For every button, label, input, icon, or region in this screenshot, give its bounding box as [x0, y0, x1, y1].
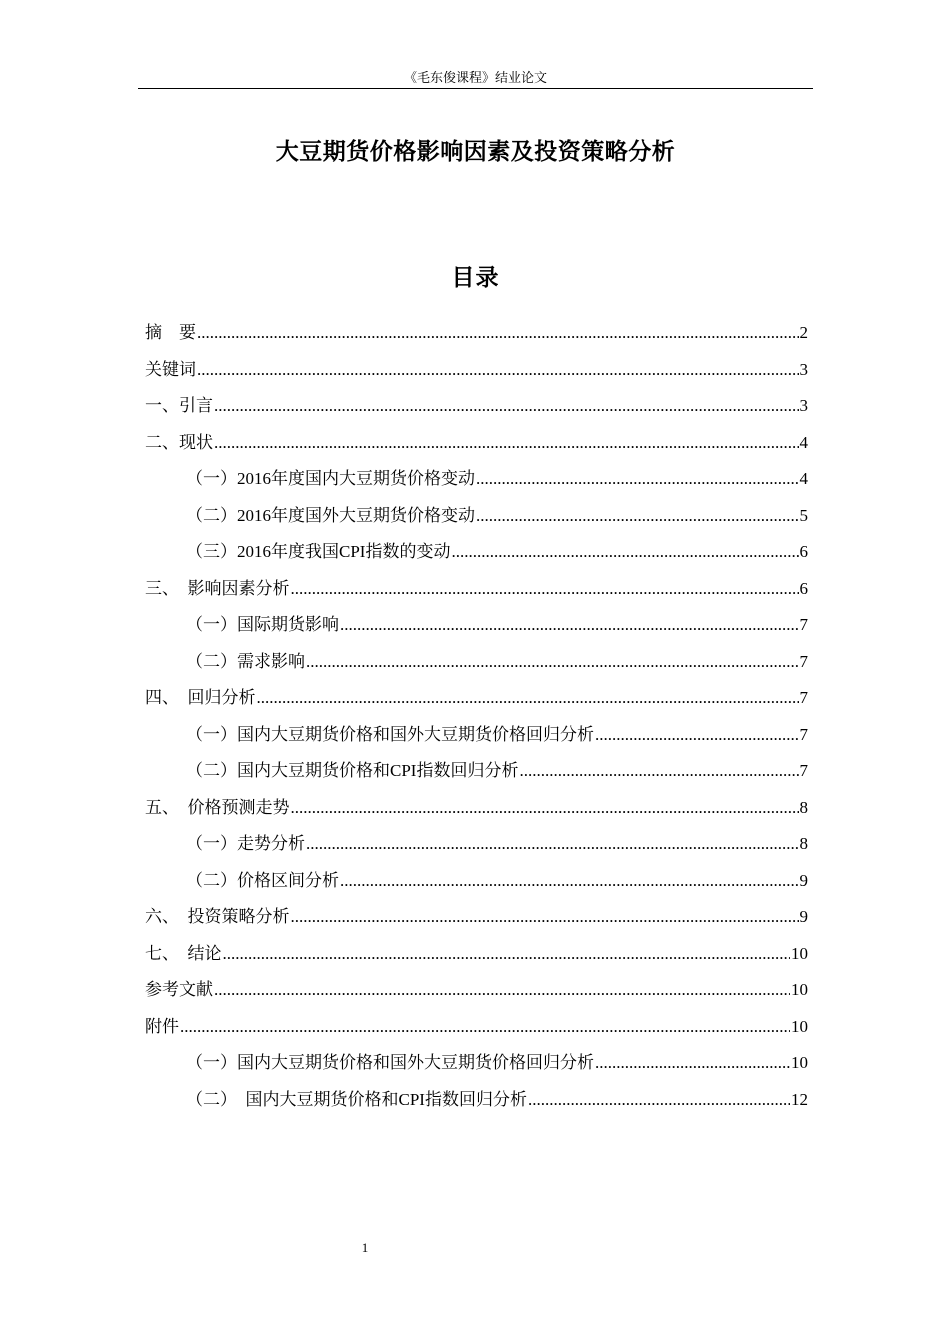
toc-entry-label: （一）国内大豆期货价格和国外大豆期货价格回归分析 — [186, 724, 594, 744]
toc-entry-page: 9 — [799, 907, 808, 926]
toc-dot-leader — [306, 826, 799, 862]
toc-dot-leader — [595, 1045, 790, 1081]
toc-entry[interactable] — [145, 352, 808, 389]
toc-dot-leader — [451, 534, 798, 570]
toc-entry[interactable] — [145, 1045, 808, 1082]
running-header: 《毛东俊课程》结业论文 — [403, 70, 547, 85]
toc-entry-label: 四、 回归分析 — [145, 688, 256, 707]
toc-entry-page: 7 — [799, 615, 808, 634]
toc-entry-label: 参考文献 — [145, 980, 213, 999]
toc-entry-page: 8 — [799, 834, 808, 853]
toc-dot-leader — [214, 972, 790, 1008]
toc-dot-leader — [197, 352, 799, 388]
toc-entry-label: （一）2016年度国内大豆期货价格变动 — [186, 469, 475, 488]
toc-entry-page: 9 — [799, 870, 808, 890]
toc-entry[interactable] — [145, 972, 808, 1009]
toc-entry[interactable] — [145, 498, 808, 535]
toc-dot-leader — [214, 388, 799, 424]
toc-dot-leader — [180, 1009, 790, 1045]
toc-entry-page: 7 — [799, 724, 808, 744]
toc-dot-leader — [340, 863, 799, 899]
toc-dot-leader — [223, 936, 791, 972]
toc-entry-page: 3 — [799, 359, 808, 379]
toc-entry-label: 附件 — [145, 1016, 179, 1036]
toc-entry[interactable] — [145, 680, 808, 717]
toc-entry[interactable] — [145, 1082, 808, 1119]
toc-entry[interactable] — [145, 644, 808, 681]
toc-dot-leader — [291, 571, 799, 607]
toc-entry[interactable] — [145, 790, 808, 827]
toc-entry-page: 7 — [799, 688, 808, 707]
toc-entry[interactable] — [145, 936, 808, 973]
toc-entry-label: 关键词 — [145, 359, 196, 379]
toc-entry[interactable] — [145, 863, 808, 900]
toc-entry-page: 4 — [799, 469, 808, 488]
toc-entry[interactable] — [145, 571, 808, 608]
toc-entry-label: （一）国内大豆期货价格和国外大豆期货价格回归分析 — [186, 1053, 594, 1072]
toc-entry[interactable] — [145, 461, 808, 498]
page-number: 1 — [361, 1240, 369, 1255]
toc-dot-leader — [291, 790, 799, 826]
table-of-contents — [145, 315, 808, 1118]
toc-entry-label: （二）国内大豆期货价格和CPI指数回归分析 — [186, 761, 519, 780]
toc-entry[interactable] — [145, 899, 808, 936]
toc-dot-leader — [340, 607, 799, 643]
toc-entry-label: 二、现状 — [145, 432, 213, 452]
toc-entry[interactable] — [145, 826, 808, 863]
toc-dot-leader — [528, 1082, 790, 1118]
toc-entry-page: 6 — [799, 542, 808, 561]
toc-entry[interactable] — [145, 717, 808, 754]
toc-dot-leader — [214, 425, 799, 461]
toc-entry-page: 4 — [799, 432, 808, 452]
toc-dot-leader — [291, 899, 799, 935]
document-title: 大豆期货价格影响因素及投资策略分析 — [275, 139, 676, 164]
toc-entry[interactable] — [145, 753, 808, 790]
toc-entry-page: 7 — [799, 651, 808, 671]
toc-entry-label: （三）2016年度我国CPI指数的变动 — [186, 542, 451, 561]
toc-entry[interactable] — [145, 315, 808, 352]
toc-dot-leader — [595, 717, 799, 753]
toc-entry-label: （二）价格区间分析 — [186, 870, 339, 890]
toc-entry-page: 8 — [799, 797, 808, 817]
toc-entry[interactable] — [145, 388, 808, 425]
toc-entry-label: （二） 国内大豆期货价格和CPI指数回归分析 — [186, 1089, 527, 1109]
toc-entry-label: 三、 影响因素分析 — [145, 578, 290, 598]
toc-heading: 目录 — [451, 265, 500, 290]
toc-dot-leader — [476, 498, 799, 534]
toc-entry-page: 7 — [799, 761, 808, 780]
toc-entry-page: 10 — [791, 980, 808, 999]
toc-entry-label: 五、 价格预测走势 — [145, 797, 290, 817]
toc-entry[interactable] — [145, 534, 808, 571]
toc-entry-page: 3 — [799, 396, 808, 415]
toc-entry-label: 六、 投资策略分析 — [145, 907, 290, 926]
toc-entry-label: （二）需求影响 — [186, 651, 305, 671]
toc-dot-leader — [197, 315, 799, 351]
toc-dot-leader — [257, 680, 799, 716]
toc-entry-page: 10 — [791, 943, 808, 963]
toc-entry-page: 2 — [799, 323, 808, 342]
toc-dot-leader — [306, 644, 799, 680]
toc-entry-page: 10 — [791, 1016, 808, 1036]
toc-entry[interactable] — [145, 425, 808, 462]
toc-entry-page: 5 — [799, 505, 808, 525]
toc-entry-label: 摘 要 — [145, 323, 196, 342]
toc-entry-label: 一、引言 — [145, 396, 213, 415]
toc-dot-leader — [519, 753, 798, 789]
toc-entry-label: 七、 结论 — [145, 943, 222, 963]
toc-entry[interactable] — [145, 607, 808, 644]
toc-dot-leader — [476, 461, 799, 497]
toc-entry-page: 10 — [791, 1053, 808, 1072]
header-rule — [138, 88, 813, 89]
toc-entry-page: 12 — [791, 1089, 808, 1109]
toc-entry-page: 6 — [799, 578, 808, 598]
toc-entry-label: （二）2016年度国外大豆期货价格变动 — [186, 505, 475, 525]
toc-entry-label: （一）走势分析 — [186, 834, 305, 853]
toc-entry[interactable] — [145, 1009, 808, 1046]
toc-entry-label: （一）国际期货影响 — [186, 615, 339, 634]
